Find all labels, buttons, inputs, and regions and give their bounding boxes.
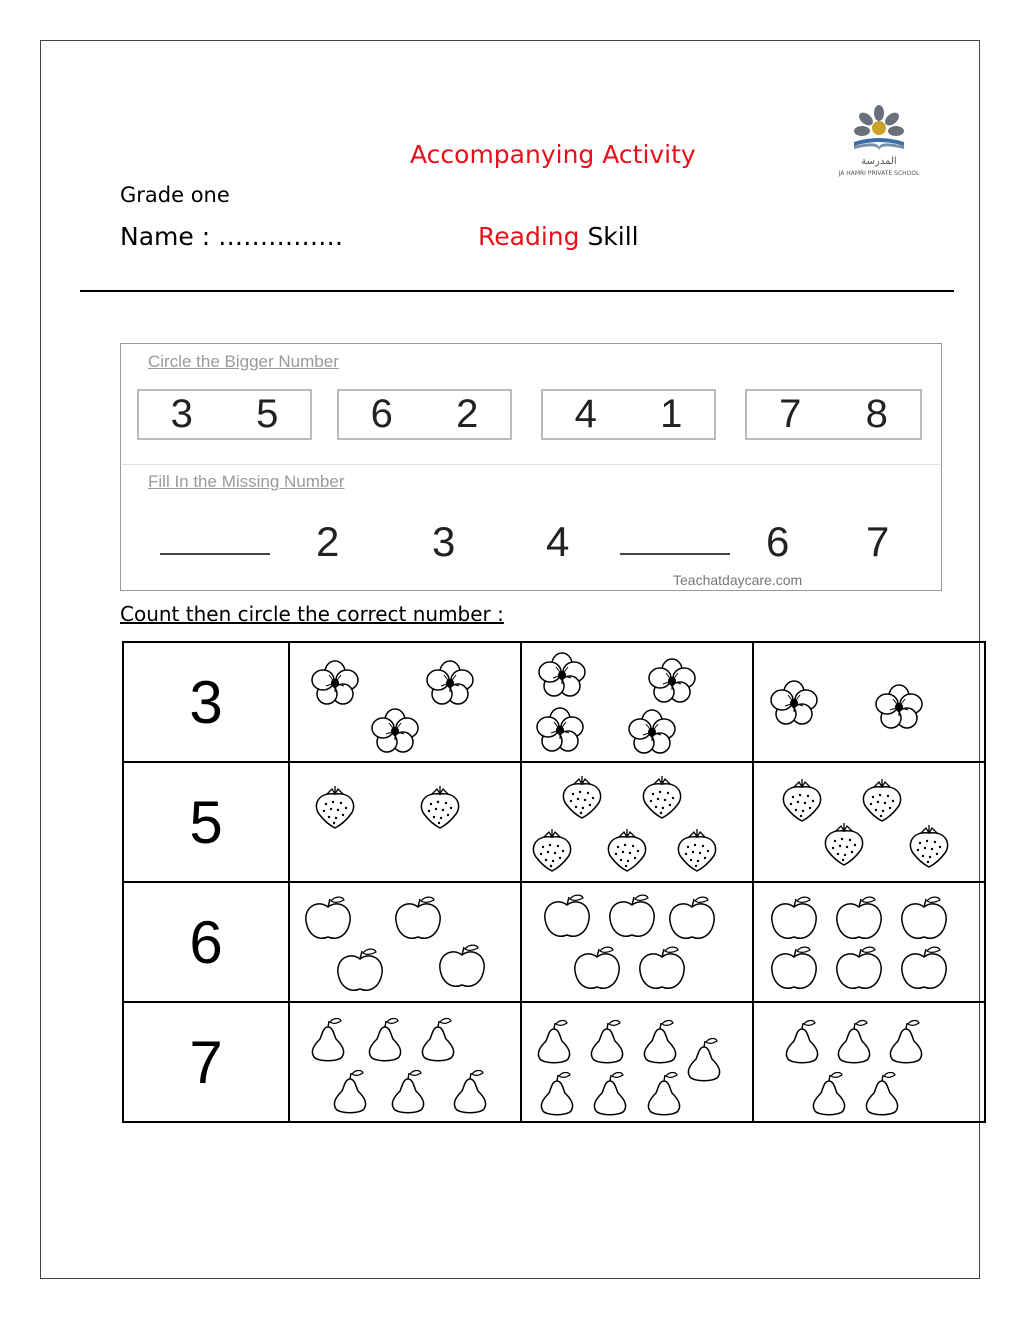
page-title: Accompanying Activity: [410, 140, 696, 169]
answer-option-cell[interactable]: [521, 882, 753, 1002]
pear-icon: [541, 1073, 572, 1115]
flower-icon: [537, 708, 583, 751]
strawberry-icon: [863, 779, 900, 821]
flower-icon: [372, 709, 418, 752]
answer-option-cell[interactable]: [753, 642, 985, 762]
apple-group-4: [290, 883, 520, 1001]
pair-number: 6: [370, 392, 393, 436]
table-row: [123, 882, 985, 1002]
number-pair-box: [745, 389, 922, 440]
pear-icon: [369, 1019, 400, 1061]
answer-option-cell[interactable]: [521, 1002, 753, 1122]
pair-number: 2: [456, 392, 479, 436]
apple-icon: [902, 897, 946, 938]
apple-icon: [440, 945, 484, 986]
sequence-number: 4: [546, 518, 570, 565]
flower-group-3: [290, 643, 520, 761]
answer-option-cell[interactable]: [753, 1002, 985, 1122]
pear-icon: [334, 1071, 365, 1113]
answer-option-cell[interactable]: [753, 762, 985, 882]
strawberry-icon: [910, 825, 947, 867]
strawberry-icon: [421, 786, 458, 828]
sequence-number: 6: [766, 518, 790, 565]
circle-bigger-heading: Circle the Bigger Number: [148, 352, 339, 371]
answer-option-cell[interactable]: [289, 642, 521, 762]
pear-icon: [591, 1021, 622, 1063]
target-number: 3: [123, 642, 289, 762]
number-pair-box: [137, 389, 312, 440]
table-row: [123, 642, 985, 762]
table-row: [123, 1002, 985, 1122]
answer-option-cell[interactable]: [521, 642, 753, 762]
pair-number: 8: [865, 392, 888, 436]
strawberry-group-2: [290, 763, 520, 881]
target-number: 7: [123, 1002, 289, 1122]
image-credit: Teachatdaycare.com: [673, 572, 803, 588]
pair-number: 4: [574, 392, 597, 436]
pear-icon: [648, 1073, 679, 1115]
fill-missing-heading: Fill In the Missing Number: [148, 472, 345, 491]
flower-icon: [312, 661, 358, 704]
pear-icon: [594, 1073, 625, 1115]
flower-icon: [427, 661, 473, 704]
flower-group-2: [754, 643, 968, 761]
pear-icon: [786, 1021, 817, 1063]
pear-icon: [838, 1021, 869, 1063]
pear-group-5: [754, 1003, 968, 1121]
strawberry-icon: [316, 786, 353, 828]
strawberry-group-5: [522, 763, 732, 881]
apple-icon: [902, 947, 946, 988]
flower-group-4: [522, 643, 732, 761]
apple-icon: [306, 897, 350, 938]
apple-icon: [396, 897, 440, 938]
answer-option-cell[interactable]: [753, 882, 985, 1002]
skill-word: Skill: [587, 222, 639, 251]
target-number: 5: [123, 762, 289, 882]
pear-icon: [392, 1071, 423, 1113]
strawberry-icon: [643, 776, 680, 818]
flower-icon: [771, 681, 817, 724]
apple-icon: [545, 895, 589, 936]
flower-icon: [539, 653, 585, 696]
number-pair-box: [337, 389, 512, 440]
strawberry-icon: [678, 829, 715, 871]
strawberry-icon: [563, 776, 600, 818]
flower-icon: [629, 710, 675, 753]
number-pair-box: [541, 389, 716, 440]
table-row: [123, 762, 985, 882]
missing-number-blank: [160, 553, 270, 555]
pear-icon: [813, 1073, 844, 1115]
pear-icon: [890, 1021, 921, 1063]
sequence-number: 7: [866, 518, 890, 565]
apple-icon: [772, 947, 816, 988]
logo-caption: JA HAMRI PRIVATE SCHOOL: [838, 170, 920, 177]
apple-icon: [670, 897, 714, 938]
apple-icon: [837, 947, 881, 988]
strawberry-icon: [783, 779, 820, 821]
strawberry-icon: [608, 829, 645, 871]
apple-icon: [772, 897, 816, 938]
exercise-divider: [122, 464, 940, 465]
apple-icon: [610, 895, 654, 936]
pear-group-6: [290, 1003, 520, 1121]
skill-label: [478, 222, 639, 251]
pear-icon: [644, 1021, 675, 1063]
name-field: Name : ……………: [120, 222, 344, 251]
apple-icon: [575, 947, 619, 988]
header-divider: [80, 290, 954, 292]
svg-text:المدرسة: المدرسة: [861, 156, 897, 167]
missing-number-blank: [620, 553, 730, 555]
pear-icon: [688, 1039, 719, 1081]
pair-number: 1: [660, 392, 683, 436]
pair-number: 7: [779, 392, 802, 436]
answer-option-cell[interactable]: [289, 762, 521, 882]
pear-icon: [454, 1071, 485, 1113]
pear-group-7: [522, 1003, 732, 1121]
apple-icon: [338, 949, 382, 990]
apple-group-5: [522, 883, 732, 1001]
answer-option-cell[interactable]: [521, 762, 753, 882]
strawberry-group-4: [754, 763, 968, 881]
pear-icon: [312, 1019, 343, 1061]
pair-number: 3: [170, 392, 193, 436]
pair-number: 5: [256, 392, 279, 436]
answer-option-cell[interactable]: [289, 1002, 521, 1122]
strawberry-icon: [533, 829, 570, 871]
grade-label: Grade one: [120, 183, 230, 207]
apple-icon: [640, 947, 684, 988]
pear-icon: [538, 1021, 569, 1063]
count-instruction: Count then circle the correct number :: [120, 602, 504, 626]
flower-icon: [649, 659, 695, 702]
sequence-number: 2: [316, 518, 340, 565]
skill-reading-word: Reading: [478, 222, 580, 251]
pear-icon: [422, 1019, 453, 1061]
target-number: 6: [123, 882, 289, 1002]
strawberry-icon: [825, 823, 862, 865]
flower-icon: [876, 685, 922, 728]
school-logo-icon: [824, 100, 934, 180]
sequence-number: 3: [432, 518, 456, 565]
apple-group-6: [754, 883, 968, 1001]
count-table: [122, 641, 986, 1123]
pear-icon: [866, 1073, 897, 1115]
apple-icon: [837, 897, 881, 938]
answer-option-cell[interactable]: [289, 882, 521, 1002]
